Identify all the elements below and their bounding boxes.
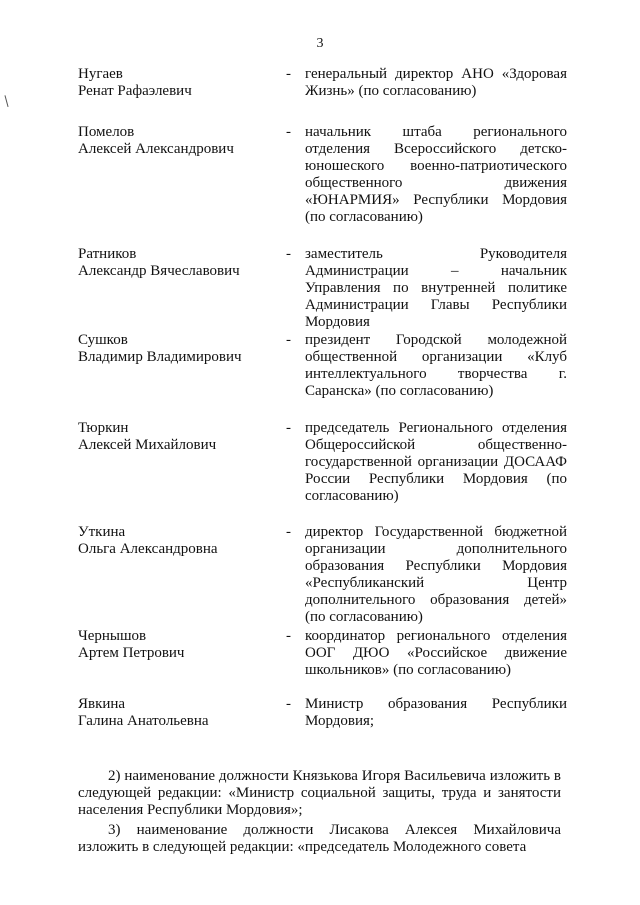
member-given-names: Александр Вячеславович [78, 263, 240, 279]
member-surname: Тюркин [78, 420, 129, 436]
member-surname: Явкина [78, 696, 126, 712]
member-surname: Сушков [78, 332, 128, 348]
member-name [78, 246, 278, 280]
member-position: председатель Регионального отделения Общероссийской общественно-государственной организации ДОСААФ России Республики Мордовия (по согласованию) [305, 420, 567, 504]
member-given-names: Алексей Александрович [78, 141, 234, 157]
entry-dash: - [286, 246, 291, 262]
member-given-names: Галина Анатольевна [78, 713, 209, 729]
member-position: начальник штаба регионального отделения Всероссийского детско-юношеского военно-патриотического общественного движения «ЮНАРМИЯ» Республики Мордовия (по согласованию) [305, 124, 567, 225]
entry-dash: - [286, 420, 291, 436]
member-position: генеральный директор АНО «Здоровая Жизнь» (по согласованию) [305, 66, 567, 99]
member-surname: Нугаев [78, 66, 123, 82]
member-name [78, 420, 278, 454]
member-surname: Ратников [78, 246, 137, 262]
entry-dash: - [286, 332, 291, 348]
member-name [78, 66, 278, 100]
member-name [78, 628, 278, 662]
member-surname: Чернышов [78, 628, 147, 644]
amendment-paragraph: 3) наименование должности Лисакова Алексея Михайловича изложить в следующей редакции: «председатель Молодежного совета [78, 822, 561, 855]
entry-dash: - [286, 696, 291, 712]
member-name [78, 332, 278, 366]
member-surname: Уткина [78, 524, 126, 540]
member-position: директор Государственной бюджетной организации дополнительного образования Республики Мордовия «Республиканский Центр дополнительного образования детей» (по согласованию) [305, 524, 567, 625]
member-name [78, 696, 278, 730]
member-position: Министр образования Республики Мордовия; [305, 696, 567, 729]
amendment-paragraph: 2) наименование должности Князькова Игоря Васильевича изложить в следующей редакции: «Министр социальной защиты, труда и занятости населения Республики Мордовия»; [78, 768, 561, 818]
member-given-names: Артем Петрович [78, 645, 185, 661]
member-name [78, 124, 278, 158]
member-given-names: Ольга Александровна [78, 541, 218, 557]
member-position: координатор регионального отделения ООГ ДЮО «Российское движение школьников» (по согласованию) [305, 628, 567, 678]
member-surname: Помелов [78, 124, 135, 140]
member-name [78, 524, 278, 558]
entry-dash: - [286, 66, 291, 82]
member-position: заместитель Руководителя Администрации – начальник Управления по внутренней политике Администрации Главы Республики Мордовия [305, 246, 567, 330]
member-given-names: Алексей Михайлович [78, 437, 217, 453]
member-given-names: Владимир Владимирович [78, 349, 242, 365]
page-number: 3 [316, 36, 324, 51]
entry-dash: - [286, 628, 291, 644]
entry-dash: - [286, 124, 291, 140]
entry-dash: - [286, 524, 291, 540]
margin-pen-mark [4, 95, 9, 107]
member-position: президент Городской молодежной общественной организации «Клуб интеллектуального творчества г. Саранска» (по согласованию) [305, 332, 567, 399]
member-given-names: Ренат Рафаэлевич [78, 83, 192, 99]
